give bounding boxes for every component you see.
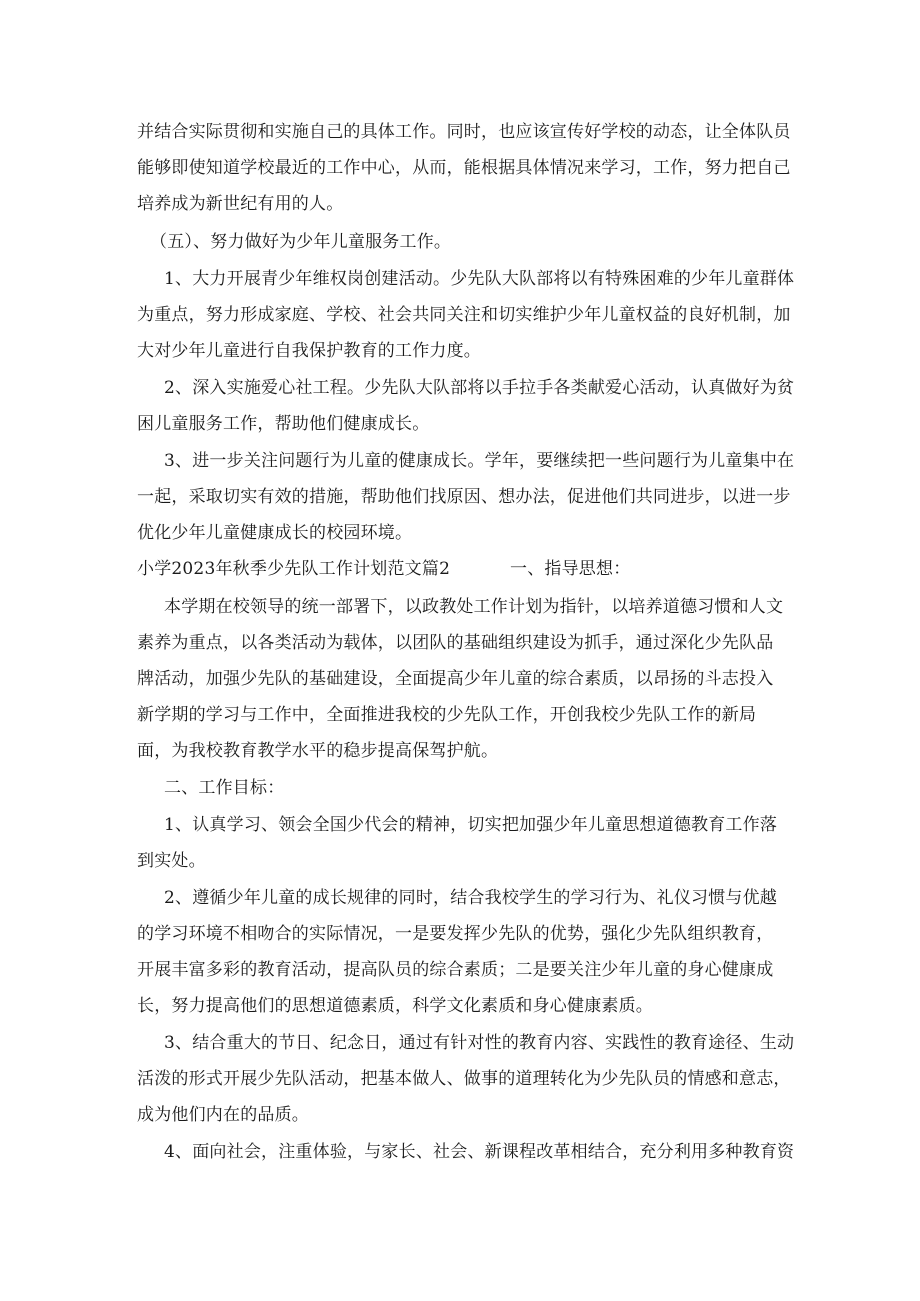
text-line: 牌活动，加强少先队的基础建设，全面提高少年儿童的综合素质，以昂扬的斗志投入 bbox=[137, 669, 774, 689]
text-line: 3、进一步关注问题行为儿童的健康成长。学年，要继续把一些问题行为儿童集中在 bbox=[164, 451, 795, 471]
text-line: 一起，采取切实有效的措施，帮助他们找原因、想办法，促进他们共同进步，以进一步 bbox=[137, 487, 791, 507]
text-line: 为重点，努力形成家庭、学校、社会共同关注和切实维护少年儿童权益的良好机制，加 bbox=[137, 305, 791, 325]
section-heading: 二、工作目标： bbox=[164, 778, 285, 798]
text-line: 大对少年儿童进行自我保护教育的工作力度。 bbox=[137, 341, 481, 361]
text-line: 培养成为新世纪有用的人。 bbox=[137, 194, 344, 214]
article-title-text: 小学2023年秋季少先队工作计划范文篇2 bbox=[137, 559, 451, 579]
text-line: 优化少年儿童健康成长的校园环境。 bbox=[137, 523, 413, 543]
text-line: 长，努力提高他们的思想道德素质，科学文化素质和身心健康素质。 bbox=[137, 996, 653, 1016]
text-line: 3、结合重大的节日、纪念日，通过有针对性的教育内容、实践性的教育途径、生动 bbox=[164, 1033, 795, 1053]
text-line: 开展丰富多彩的教育活动，提高队员的综合素质；二是要关注少年儿童的身心健康成 bbox=[137, 960, 774, 980]
section-heading: 一、指导思想： bbox=[510, 559, 631, 579]
text-line: 1、大力开展青少年维权岗创建活动。少先队大队部将以有特殊困难的少年儿童群体 bbox=[164, 269, 795, 289]
text-line: 2、遵循少年儿童的成长规律的同时，结合我校学生的学习行为、礼仪习惯与优越 bbox=[164, 888, 778, 908]
text-line: 素养为重点，以各类活动为载体，以团队的基础组织建设为抓手，通过深化少先队品 bbox=[137, 633, 774, 653]
article-title bbox=[137, 558, 450, 580]
text-line: 新学期的学习与工作中，全面推进我校的少先队工作，开创我校少先队工作的新局 bbox=[137, 705, 757, 725]
section-heading: （五）、努力做好为少年儿童服务工作。 bbox=[150, 232, 452, 252]
text-line: 并结合实际贯彻和实施自己的具体工作。同时，也应该宣传好学校的动态，让全体队员 bbox=[137, 122, 791, 142]
text-line: 困儿童服务工作，帮助他们健康成长。 bbox=[137, 414, 430, 434]
text-line: 2、深入实施爱心社工程。少先队大队部将以手拉手各类献爱心活动，认真做好为贫 bbox=[164, 378, 795, 398]
text-line: 到实处。 bbox=[137, 851, 206, 871]
text-line: 成为他们内在的品质。 bbox=[137, 1105, 309, 1125]
text-line: 能够即使知道学校最近的工作中心，从而，能根据具体情况来学习，工作，努力把自己 bbox=[137, 158, 791, 178]
text-line: 1、认真学习、领会全国少代会的精神，切实把加强少年儿童思想道德教育工作落 bbox=[164, 815, 778, 835]
text-line: 活泼的形式开展少先队活动，把基本做人、做事的道理转化为少先队员的情感和意志， bbox=[137, 1069, 791, 1089]
text-line: 本学期在校领导的统一部署下，以政教处工作计划为指针，以培养道德习惯和人文 bbox=[164, 597, 784, 617]
text-line: 面，为我校教育教学水平的稳步提高保驾护航。 bbox=[137, 741, 499, 761]
text-line: 4、面向社会，注重体验，与家长、社会、新课程改革相结合，充分利用多种教育资 bbox=[164, 1142, 795, 1162]
text-line: 的学习环境不相吻合的实际情况，一是要发挥少先队的优势，强化少先队组织教育， bbox=[137, 924, 774, 944]
